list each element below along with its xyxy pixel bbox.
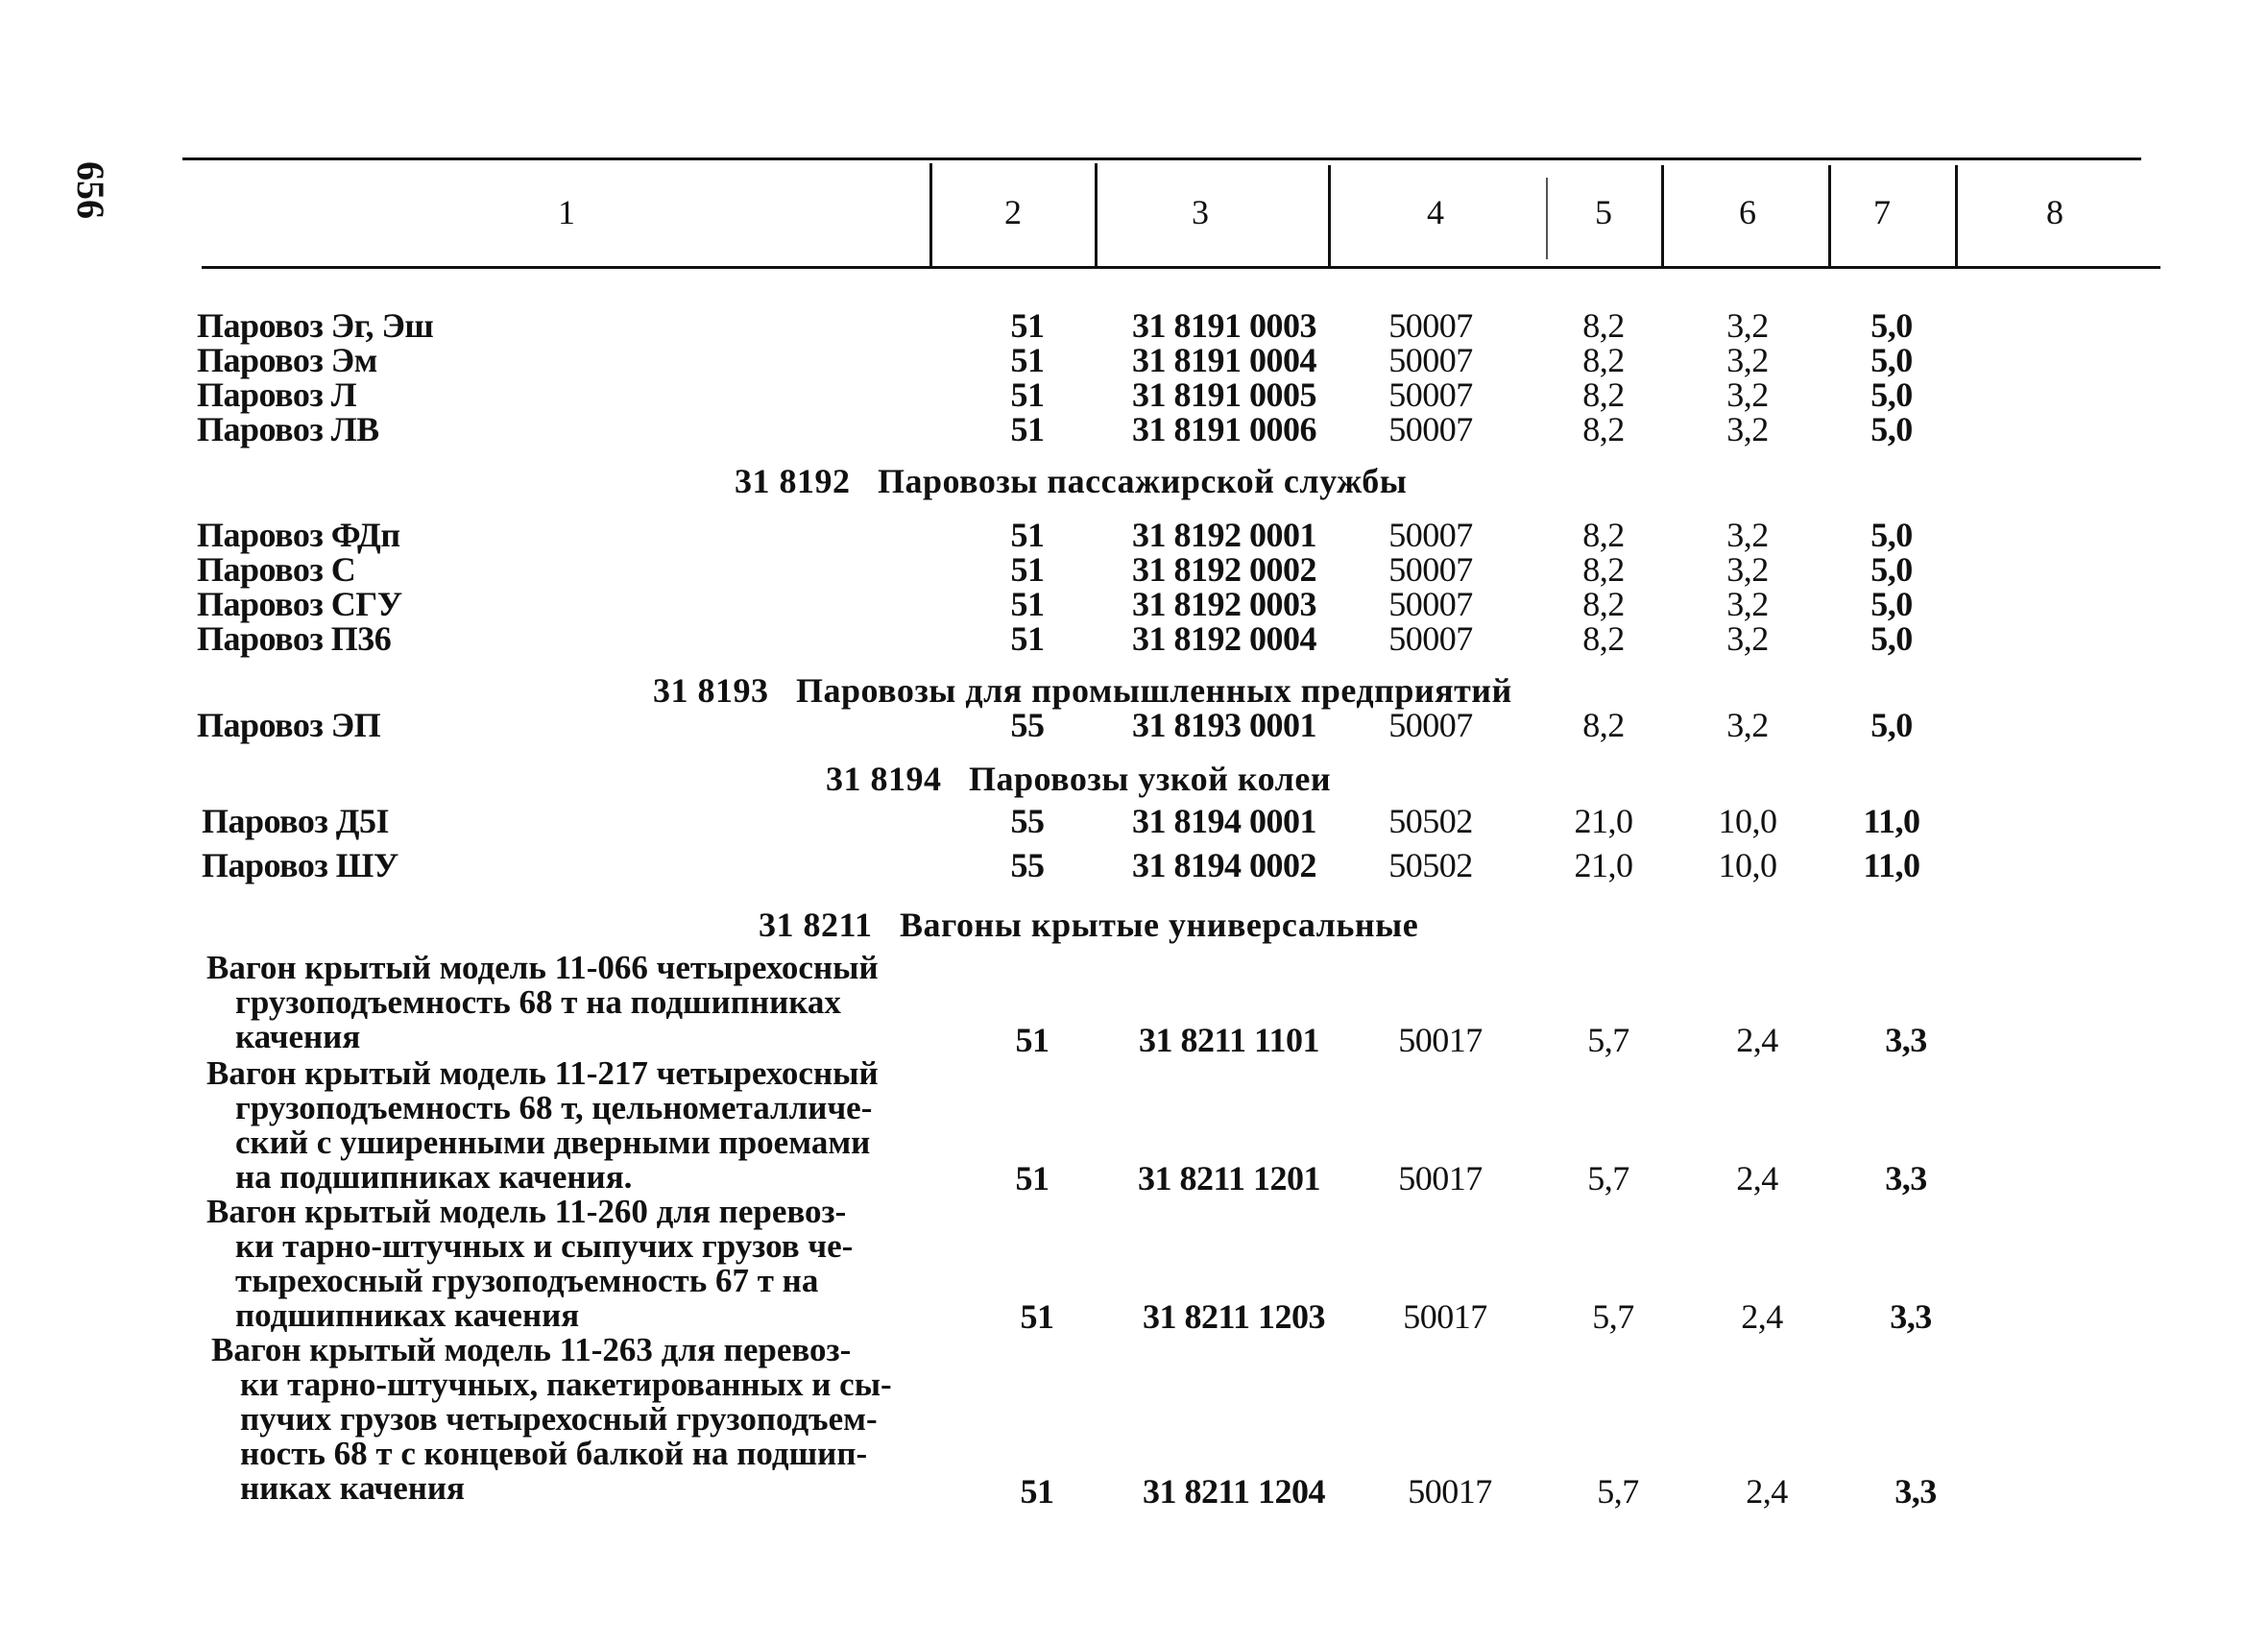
cell-col5: 5,7 — [1587, 1159, 1629, 1197]
cell-code: 31 8194 0001 — [1132, 802, 1316, 840]
cell-col5: 8,2 — [1582, 550, 1625, 589]
cell-col5: 21,0 — [1574, 802, 1633, 840]
cell-col6: 2,4 — [1746, 1472, 1788, 1511]
cell-col5: 5,7 — [1597, 1472, 1639, 1511]
cell-col6: 3,2 — [1726, 585, 1769, 623]
cell-col4: 50017 — [1398, 1021, 1483, 1059]
section-heading — [759, 905, 1418, 945]
cell-col4: 50502 — [1388, 802, 1473, 840]
description-line: ки тарно-штучных, пакетированных и сы- — [240, 1366, 892, 1403]
cell-col7: 5,0 — [1870, 375, 1913, 414]
cell-code: 31 8191 0004 — [1132, 341, 1316, 379]
cell-col7: 3,3 — [1890, 1297, 1932, 1336]
header-separator — [1546, 178, 1548, 259]
cell-col2: 51 — [1010, 306, 1045, 345]
description-line: подшипниках качения — [235, 1296, 580, 1334]
description-line: никах качения — [240, 1469, 465, 1507]
cell-col2: 51 — [1010, 375, 1045, 414]
description-line: Вагон крытый модель 11-263 для перевоз- — [211, 1331, 852, 1368]
section-title: Паровозы для промышленных предприятий — [796, 671, 1512, 710]
description-line: Вагон крытый модель 11-217 четырехосный — [206, 1054, 879, 1092]
cell-code: 31 8193 0001 — [1132, 706, 1316, 744]
cell-col2: 51 — [1020, 1472, 1054, 1511]
column-header-3: 3 — [1192, 193, 1209, 231]
section-title: Паровозы узкой колеи — [969, 760, 1332, 798]
cell-col7: 5,0 — [1870, 516, 1913, 554]
cell-col7: 3,3 — [1885, 1159, 1927, 1197]
cell-col5: 8,2 — [1582, 585, 1625, 623]
cell-col5: 8,2 — [1582, 619, 1625, 658]
cell-col6: 2,4 — [1741, 1297, 1783, 1336]
cell-code: 31 8192 0001 — [1132, 516, 1316, 554]
row-description — [206, 1195, 936, 1333]
cell-col6: 3,2 — [1726, 516, 1769, 554]
cell-col6: 3,2 — [1726, 306, 1769, 345]
row-name: Паровоз П36 — [197, 619, 392, 658]
cell-col2: 51 — [1020, 1297, 1054, 1336]
cell-col2: 55 — [1010, 846, 1045, 884]
description-line: ность 68 т с концевой балкой на подшип- — [240, 1435, 868, 1472]
cell-col4: 50007 — [1388, 550, 1473, 589]
description-line: пучих грузов четырехосный грузоподъем- — [240, 1400, 878, 1438]
cell-col7: 3,3 — [1894, 1472, 1937, 1511]
cell-col2: 51 — [1010, 341, 1045, 379]
column-header-5: 5 — [1595, 193, 1612, 231]
row-name: Паровоз Эг, Эш — [197, 306, 434, 345]
section-heading — [735, 461, 1407, 501]
header-separator — [929, 163, 932, 267]
cell-col7: 5,0 — [1870, 619, 1913, 658]
cell-col7: 5,0 — [1870, 550, 1913, 589]
cell-col6: 10,0 — [1718, 846, 1777, 884]
cell-col5: 8,2 — [1582, 306, 1625, 345]
column-header-7: 7 — [1873, 193, 1891, 231]
cell-col2: 51 — [1010, 619, 1045, 658]
cell-col6: 3,2 — [1726, 550, 1769, 589]
column-header-6: 6 — [1739, 193, 1756, 231]
row-description — [206, 1056, 936, 1195]
cell-col2: 51 — [1015, 1159, 1050, 1197]
cell-col4: 50007 — [1388, 516, 1473, 554]
column-header-2: 2 — [1004, 193, 1022, 231]
cell-col5: 8,2 — [1582, 375, 1625, 414]
header-separator — [1328, 165, 1331, 267]
cell-col6: 2,4 — [1736, 1159, 1778, 1197]
description-line: тырехосный грузоподъемность 67 т на — [235, 1262, 819, 1299]
row-name: Паровоз Л — [197, 375, 357, 414]
section-title: Паровозы пассажирской службы — [878, 462, 1408, 500]
cell-col7: 5,0 — [1870, 410, 1913, 448]
cell-col5: 8,2 — [1582, 341, 1625, 379]
description-line: Вагон крытый модель 11-260 для перевоз- — [206, 1193, 847, 1230]
cell-code: 31 8191 0003 — [1132, 306, 1316, 345]
cell-col5: 8,2 — [1582, 410, 1625, 448]
cell-col7: 5,0 — [1870, 306, 1913, 345]
column-header-1: 1 — [558, 193, 575, 231]
cell-col4: 50007 — [1388, 619, 1473, 658]
description-line: Вагон крытый модель 11-066 четырехосный — [206, 949, 879, 986]
cell-code: 31 8192 0004 — [1132, 619, 1316, 658]
row-name: Паровоз ФДп — [197, 516, 400, 554]
cell-col5: 21,0 — [1574, 846, 1633, 884]
cell-code: 31 8211 1101 — [1138, 1021, 1320, 1059]
description-line: грузоподъемность 68 т на подшипниках — [235, 983, 841, 1021]
cell-col7: 5,0 — [1870, 706, 1913, 744]
cell-col7: 5,0 — [1870, 585, 1913, 623]
cell-col4: 50017 — [1408, 1472, 1492, 1511]
column-header-8: 8 — [2046, 193, 2063, 231]
row-name: Паровоз ШУ — [202, 846, 398, 884]
cell-col2: 51 — [1015, 1021, 1050, 1059]
row-name: Паровоз СГУ — [197, 585, 402, 623]
section-heading — [826, 759, 1331, 799]
cell-code: 31 8192 0003 — [1132, 585, 1316, 623]
section-code: 31 8192 — [735, 462, 851, 500]
section-code: 31 8211 — [759, 906, 873, 944]
row-description — [206, 951, 936, 1054]
cell-col4: 50017 — [1398, 1159, 1483, 1197]
cell-col6: 3,2 — [1726, 706, 1769, 744]
cell-col2: 51 — [1010, 550, 1045, 589]
cell-code: 31 8191 0006 — [1132, 410, 1316, 448]
header-separator — [1828, 165, 1831, 267]
cell-col2: 55 — [1010, 802, 1045, 840]
cell-col2: 51 — [1010, 585, 1045, 623]
row-name: Паровоз ЭП — [197, 706, 381, 744]
cell-col6: 3,2 — [1726, 375, 1769, 414]
header-separator — [1661, 165, 1664, 267]
row-name: Паровоз Эм — [197, 341, 377, 379]
header-separator — [1095, 163, 1098, 267]
description-line: ки тарно-штучных и сыпучих грузов че- — [235, 1227, 854, 1265]
cell-col5: 5,7 — [1592, 1297, 1634, 1336]
header-bottom-rule — [202, 266, 2160, 269]
description-line: ский с уширенными дверными проемами — [235, 1124, 871, 1161]
description-line: на подшипниках качения. — [235, 1158, 633, 1196]
section-title: Вагоны крытые универсальные — [900, 906, 1419, 944]
cell-code: 31 8191 0005 — [1132, 375, 1316, 414]
cell-col4: 50017 — [1403, 1297, 1487, 1336]
description-line: качения — [235, 1018, 361, 1055]
section-code: 31 8194 — [826, 760, 942, 798]
cell-col2: 55 — [1010, 706, 1045, 744]
cell-code: 31 8194 0002 — [1132, 846, 1316, 884]
cell-col6: 10,0 — [1718, 802, 1777, 840]
cell-code: 31 8211 1204 — [1142, 1472, 1325, 1511]
cell-col6: 3,2 — [1726, 341, 1769, 379]
cell-col7: 11,0 — [1863, 846, 1920, 884]
cell-col7: 5,0 — [1870, 341, 1913, 379]
cell-col6: 2,4 — [1736, 1021, 1778, 1059]
cell-code: 31 8192 0002 — [1132, 550, 1316, 589]
header-top-rule — [182, 157, 2141, 160]
cell-col4: 50007 — [1388, 341, 1473, 379]
header-separator — [1955, 165, 1958, 267]
row-name: Паровоз ЛВ — [197, 410, 379, 448]
cell-col5: 8,2 — [1582, 706, 1625, 744]
cell-col5: 5,7 — [1587, 1021, 1629, 1059]
description-line: грузоподъемность 68 т, цельнометалличе- — [235, 1089, 873, 1126]
cell-code: 31 8211 1203 — [1142, 1297, 1325, 1336]
row-description — [211, 1333, 941, 1506]
section-code: 31 8193 — [653, 671, 769, 710]
cell-col6: 3,2 — [1726, 410, 1769, 448]
cell-col4: 50007 — [1388, 706, 1473, 744]
column-header-4: 4 — [1427, 193, 1444, 231]
cell-col7: 3,3 — [1885, 1021, 1927, 1059]
cell-col4: 50007 — [1388, 375, 1473, 414]
cell-col5: 8,2 — [1582, 516, 1625, 554]
cell-col4: 50007 — [1388, 410, 1473, 448]
cell-col4: 50007 — [1388, 306, 1473, 345]
cell-col4: 50502 — [1388, 846, 1473, 884]
row-name: Паровоз Д5I — [202, 802, 390, 840]
cell-col2: 51 — [1010, 516, 1045, 554]
page-number: 656 — [69, 161, 112, 219]
row-name: Паровоз С — [197, 550, 356, 589]
cell-col6: 3,2 — [1726, 619, 1769, 658]
cell-col2: 51 — [1010, 410, 1045, 448]
cell-code: 31 8211 1201 — [1137, 1159, 1320, 1197]
cell-col7: 11,0 — [1863, 802, 1920, 840]
cell-col4: 50007 — [1388, 585, 1473, 623]
